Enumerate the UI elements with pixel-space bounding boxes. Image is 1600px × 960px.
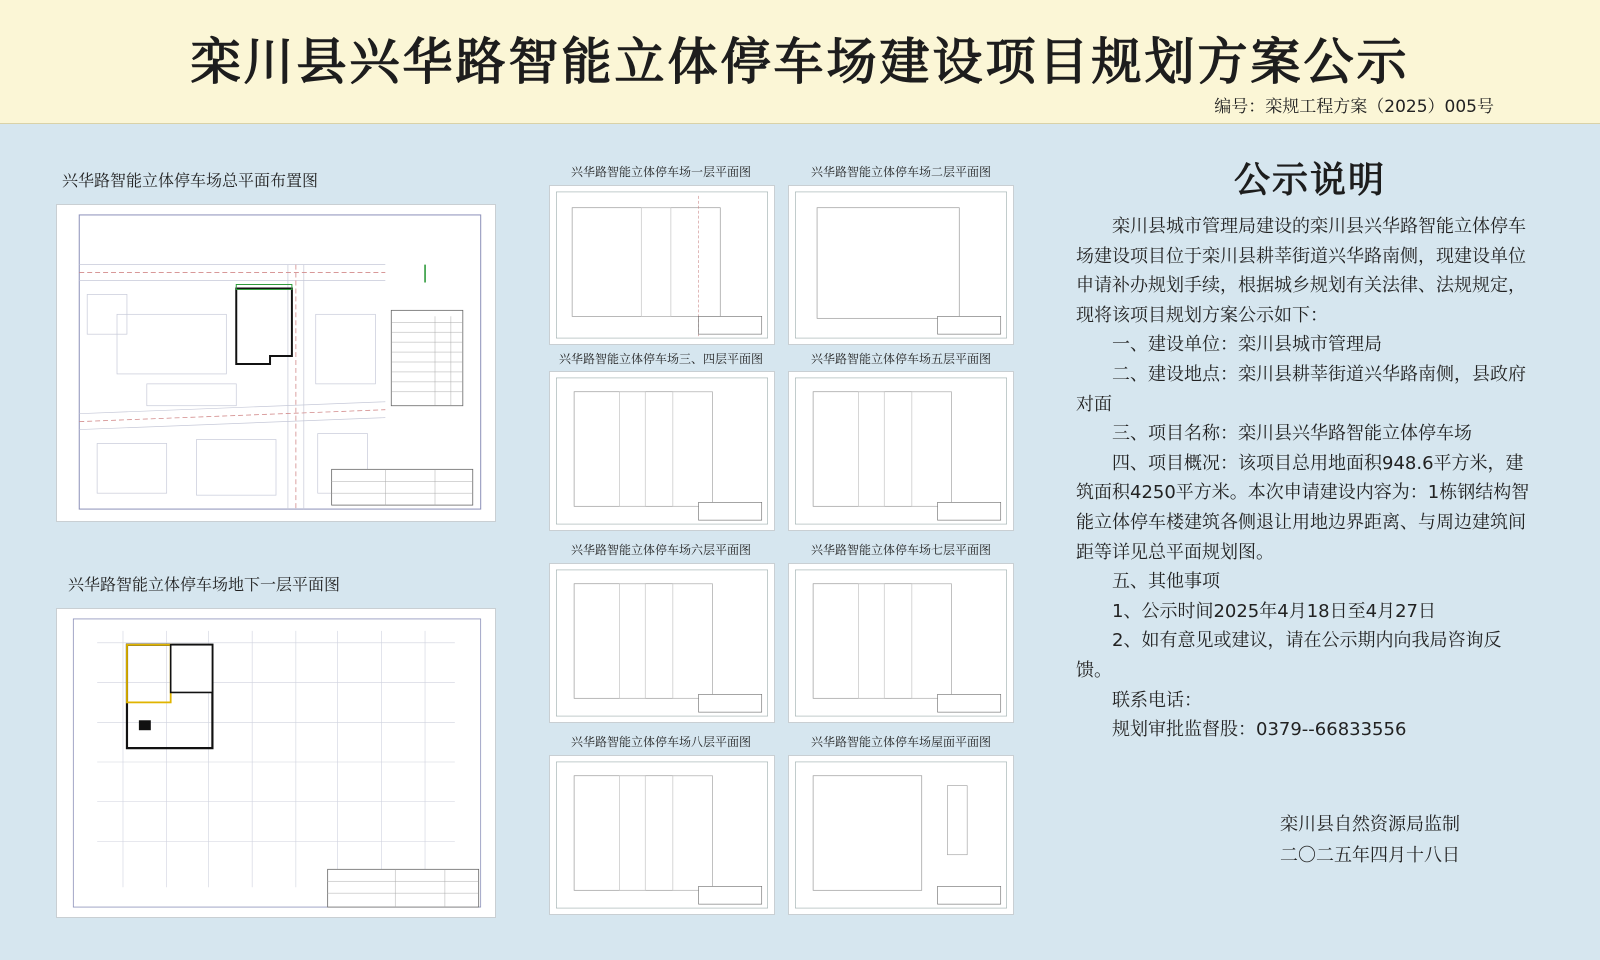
contact-label: 联系电话： — [1112, 689, 1202, 711]
floor-8-label: 兴华路智能立体停车场八层平面图 — [570, 735, 751, 749]
notice-item-4: 四、项目概况：该项目总用地面积948.6平方米，建筑面积4250平方米。本次申请建设内容为：1栋钢结构智能立体停车楼建筑各侧退让用地边界距离、与周边建筑间距等详见总平面规划图。 — [1076, 452, 1530, 563]
floor-3-4-drawing — [549, 371, 775, 531]
notice-item-3: 三、项目名称：栾川县兴华路智能立体停车场 — [1112, 423, 1472, 445]
notice-body — [1076, 212, 1536, 745]
floor-5-linework — [789, 372, 1013, 530]
floor-7-drawing — [788, 563, 1014, 723]
contact-phone: 规划审批监督股：0379--66833556 — [1112, 719, 1407, 741]
notice-intro: 栾川县城市管理局建设的栾川县兴华路智能立体停车场建设项目位于栾川县耕莘街道兴华路南侧，现建设单位申请补办规划手续，根据城乡规划有关法律、法规规定，现将该项目规划方案公示如下： — [1076, 216, 1526, 326]
basement-plan-drawing — [56, 608, 496, 918]
floor-1-linework — [550, 186, 774, 344]
floor-2-label: 兴华路智能立体停车场二层平面图 — [810, 165, 991, 179]
roof-linework — [789, 756, 1013, 914]
roof-drawing — [788, 755, 1014, 915]
basement-plan-linework — [57, 609, 495, 917]
document-number: 编号：栾规工程方案（2025）005号 — [1214, 97, 1494, 117]
header-banner — [0, 0, 1600, 124]
floor-5-drawing — [788, 371, 1014, 531]
floor-5-label: 兴华路智能立体停车场五层平面图 — [810, 352, 991, 366]
sign-organization: 栾川县自然资源局监制 — [1280, 814, 1460, 835]
floor-7-label: 兴华路智能立体停车场七层平面图 — [810, 543, 991, 557]
floor-2-drawing — [788, 185, 1014, 345]
notice-item-5-2: 2、如有意见或建议，请在公示期内向我局咨询反馈。 — [1076, 630, 1502, 681]
floor-1-drawing — [549, 185, 775, 345]
basement-plan-label: 兴华路智能立体停车场地下一层平面图 — [68, 575, 341, 594]
notice-title: 公示说明 — [1233, 160, 1386, 201]
notice-item-5: 五、其他事项 — [1112, 571, 1220, 593]
site-plan-linework — [57, 205, 495, 521]
roof-label: 兴华路智能立体停车场屋面平面图 — [810, 735, 991, 749]
page-title: 栾川县兴华路智能立体停车场建设项目规划方案公示 — [190, 33, 1410, 91]
sign-date: 二〇二五年四月十八日 — [1280, 845, 1460, 866]
floor-7-linework — [789, 564, 1013, 722]
site-plan-label: 兴华路智能立体停车场总平面布置图 — [62, 171, 319, 190]
floor-3-4-label: 兴华路智能立体停车场三、四层平面图 — [558, 352, 763, 366]
site-plan-drawing — [56, 204, 496, 522]
floor-2-linework — [789, 186, 1013, 344]
floor-8-drawing — [549, 755, 775, 915]
notice-item-2: 二、建设地点：栾川县耕莘街道兴华路南侧，县政府对面 — [1076, 363, 1526, 415]
floor-6-drawing — [549, 563, 775, 723]
floor-8-linework — [550, 756, 774, 914]
notice-item-1: 一、建设单位：栾川县城市管理局 — [1112, 334, 1382, 356]
floor-6-linework — [550, 564, 774, 722]
notice-item-5-1: 1、公示时间2025年4月18日至4月27日 — [1112, 600, 1436, 622]
floor-3-4-linework — [550, 372, 774, 530]
floor-6-label: 兴华路智能立体停车场六层平面图 — [570, 543, 751, 557]
floor-1-label: 兴华路智能立体停车场一层平面图 — [570, 165, 751, 179]
